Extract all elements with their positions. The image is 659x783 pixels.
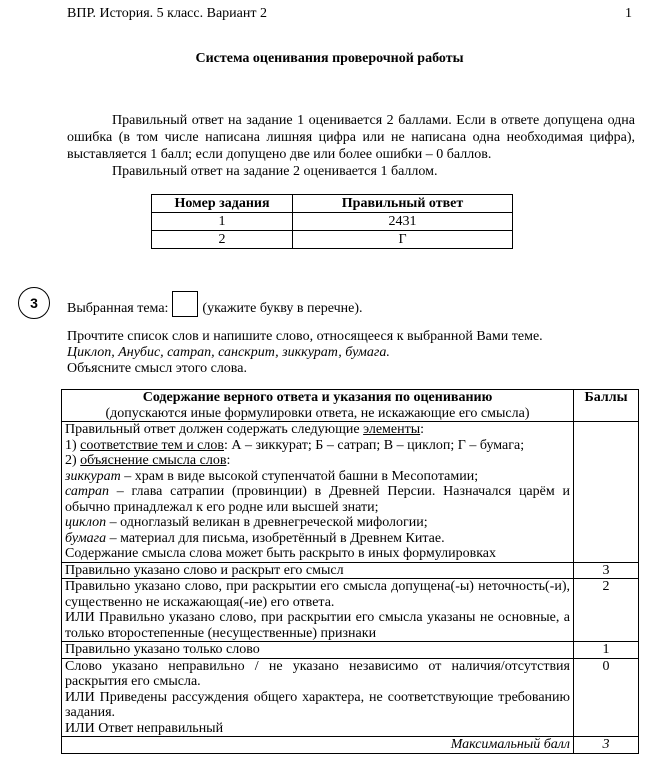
definition-text: – храм в виде высокой ступенчатой башни в Месопотамии; [120,468,479,484]
criterion-text-alt: ИЛИ Правильно указано слово, при раскрытии его смысла указаны не основные, а только второстепенные (несущественные) признаки [65,610,570,641]
criterion-text: Правильно указано слово, при раскрытии его смысла допущена(-ы) неточность(-и), существенно не искажающая(-ие) его ответа. [65,579,570,610]
instruction-line-1: Прочтите список слов и напишите слово, относящееся к выбранной Вами теме. [67,329,543,344]
criteria-table [61,389,639,754]
definition-text: – одноглазый великан в древнегреческой мифологии; [106,515,428,530]
intro-paragraph-2 [67,163,437,180]
header-correct-answer: Правильный ответ [293,195,513,213]
elements-intro-underlined: элементы [363,422,421,437]
elements-note: Содержание смысла слова может быть раскрыто в иных формулировках [65,546,497,561]
element-1-text: : А – зиккурат; Б – сатрап; В – циклоп; Г – бумага; [224,437,525,453]
element-2-number: 2) [65,453,81,468]
table-row [152,231,513,249]
answer-cell: Г [293,231,513,249]
definition-term: циклоп [65,515,107,530]
page-header-title: ВПР. История. 5 класс. Вариант 2 [67,6,267,21]
answers-table [151,194,513,249]
max-score-label: Максимальный балл [62,737,574,754]
table-row [62,658,639,737]
points-cell: 0 [574,658,639,737]
table-row [152,213,513,231]
criterion-cell: Правильно указано только слово [62,642,574,659]
elements-intro-colon: : [420,422,425,437]
criteria-header-row [62,390,639,422]
definition-text: – глава сатрапии (провинции) в Древней Персии. Назначался царём и обычно принадлежал к его родне или высшей знати; [65,484,570,515]
answer-cell: 2431 [293,213,513,231]
table-row [62,579,639,642]
elements-cell [62,422,574,563]
criterion-text-alt: ИЛИ Приведены рассуждения общего характера, не соответствующие требованию задания. [65,689,570,720]
page-number: 1 [625,6,632,21]
task-instructions [67,329,543,377]
criterion-text: Слово указано неправильно / не указано независимо от наличия/отсутствия раскрытия его смысла. [65,658,570,689]
criteria-header-sub: (допускаются иные формулировки ответа, не искажающие его смысла) [105,405,530,421]
task-number-cell: 2 [152,231,293,249]
max-score-value: 3 [574,737,639,754]
elements-row [62,422,639,563]
definition-term: зиккурат [65,468,121,484]
definition-term: сатрап [65,484,109,499]
topic-line [67,296,363,322]
criteria-header-main: Содержание верного ответа и указания по оцениванию [142,390,493,405]
topic-answer-box[interactable] [172,291,198,317]
topic-label: Выбранная тема: [67,301,169,317]
intro-text-2: Правильный ответ на задание 2 оценивается 1 баллом. [112,164,438,179]
criterion-text-alt: ИЛИ Ответ неправильный [65,720,224,736]
points-cell: 2 [574,579,639,642]
elements-intro: Правильный ответ должен содержать следующие [65,422,364,437]
table-row [62,562,639,579]
task-number-cell: 1 [152,213,293,231]
word-list: Циклоп, Анубис, сатрап, санскрит, зиккурат, бумага. [67,345,390,360]
intro-text-1: Правильный ответ на задание 1 оценивается 2 баллами. Если в ответе допущена одна ошибка (в том числе написана лишняя цифра или не написана одна необходимая цифра), выставляется 1 балл; если допущено две или более ошибки – 0 баллов. [67,113,635,162]
topic-hint: (укажите букву в перечне). [202,301,363,317]
criteria-header-cell [62,390,574,422]
max-score-row [62,737,639,754]
table-row [62,642,639,659]
element-1-title: соответствие тем и слов [80,437,224,453]
task-number-badge: 3 [18,287,50,319]
page-title: Система оценивания проверочной работы [195,51,464,66]
criterion-cell [62,658,574,737]
element-2-colon: : [226,453,231,468]
header-task-number: Номер задания [152,195,293,213]
criterion-cell [62,579,574,642]
points-header: Баллы [574,390,639,422]
points-cell: 3 [574,562,639,579]
element-1-number: 1) [65,437,81,453]
definition-text: – материал для письма, изобретённый в Древнем Китае. [106,530,445,546]
element-2-title: объяснение смысла слов [80,453,227,468]
instruction-line-2: Объясните смысл этого слова. [67,361,247,376]
intro-paragraph-1 [67,112,635,163]
points-cell: 1 [574,642,639,659]
definition-term: бумага [65,530,107,546]
table-header-row [152,195,513,213]
points-cell-empty [574,422,639,563]
criterion-cell: Правильно указано слово и раскрыт его смысл [62,562,574,579]
